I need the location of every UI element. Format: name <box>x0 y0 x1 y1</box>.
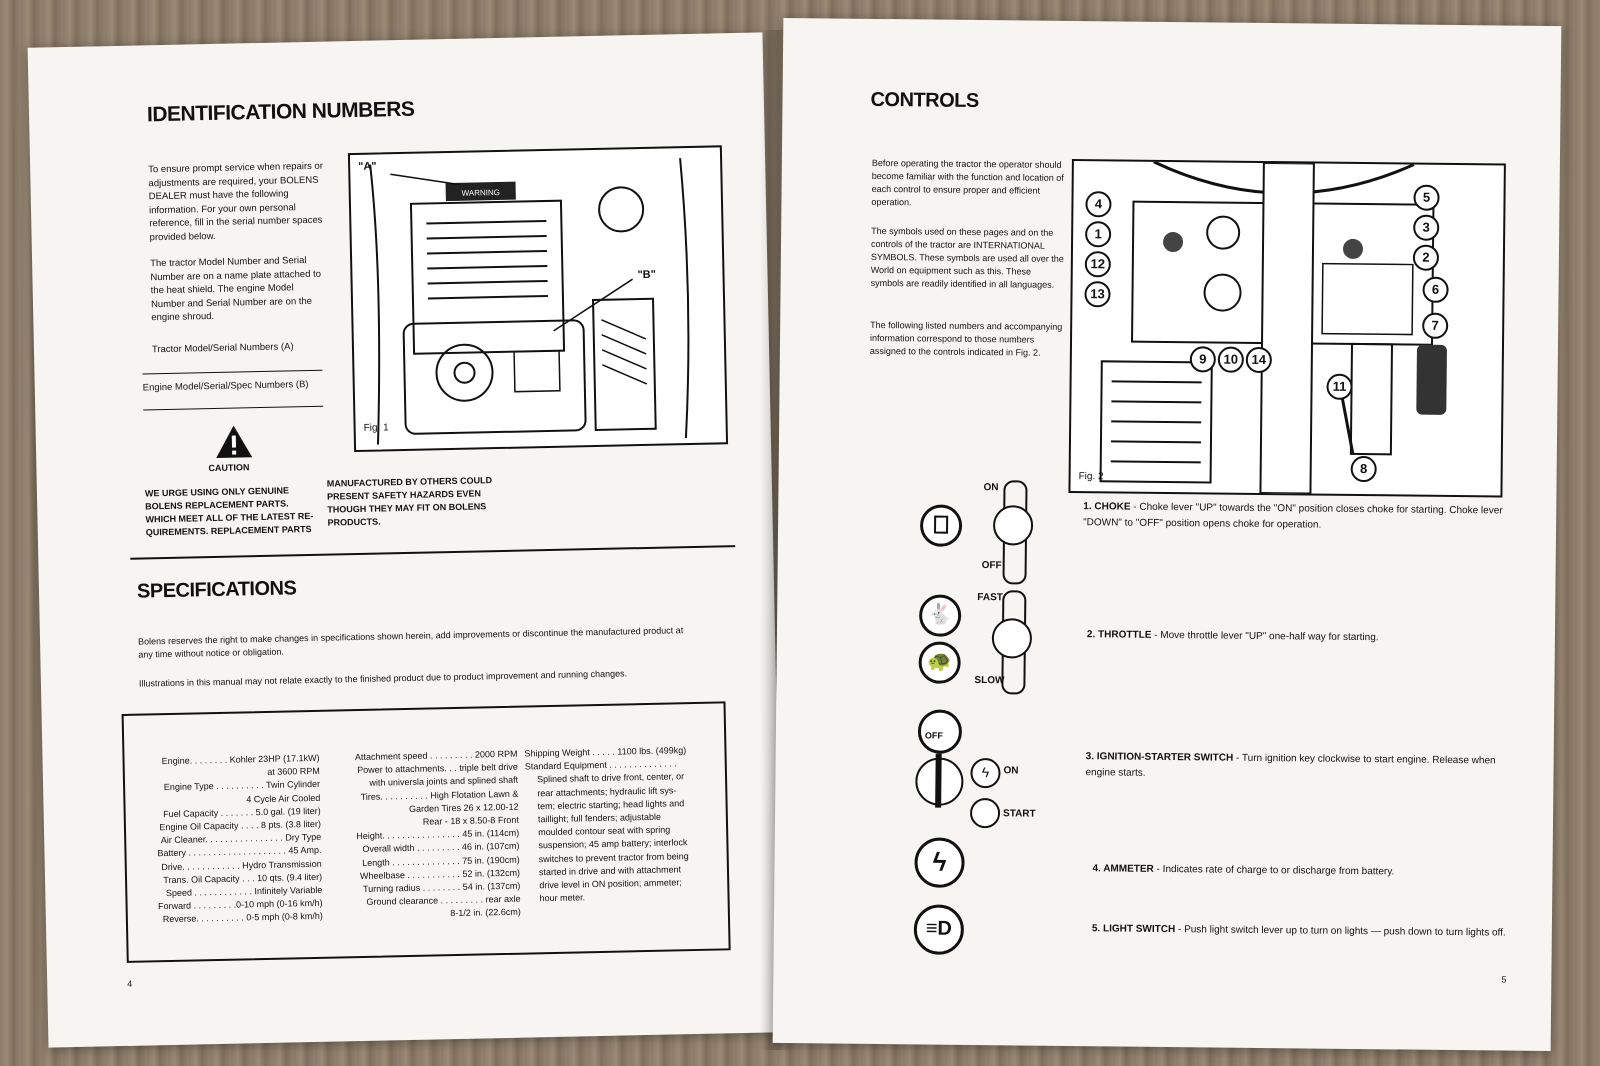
item-light-switch: 5. LIGHT SWITCH - Push light switch lever up to turn on lights — push down to turn lights off. <box>1091 923 1506 939</box>
svg-text:WARNING: WARNING <box>461 187 501 198</box>
headlight-icon: ≡D <box>914 904 965 955</box>
item-choke: 1. CHOKE - Choke lever "UP" towards the "ON" position closes choke for starting. Choke lever "DOWN" to "OFF" position opens choke for operation. <box>1083 501 1503 531</box>
ammeter-bolt-icon: ϟ <box>914 837 965 888</box>
spec-paragraph-2: Illustrations in this manual may not relate exactly to the finished product due to product improvement and running changes. <box>138 668 628 689</box>
identification-title: IDENTIFICATION NUMBERS <box>146 97 415 127</box>
callout-2: 2 <box>1413 245 1439 271</box>
left-page <box>28 32 784 1047</box>
callout-b: "B" <box>637 268 656 282</box>
throttle-slow-label: SLOW <box>974 674 1005 687</box>
controls-title: CONTROLS <box>870 88 979 113</box>
right-page <box>773 18 1562 1051</box>
fig1-engine-illustration <box>348 145 728 452</box>
callout-6: 6 <box>1422 277 1448 303</box>
caution-label: CAUTION <box>208 462 250 474</box>
item-throttle: 2. THROTTLE - Move throttle lever "UP" one-half way for starting. <box>1086 629 1379 644</box>
callout-14: 14 <box>1246 347 1272 373</box>
key-start-icon <box>970 798 1000 828</box>
fig2-dashboard-illustration <box>1068 159 1505 498</box>
choke-knob-icon <box>993 505 1033 545</box>
engine-drawing <box>350 147 726 450</box>
callout-11: 11 <box>1326 374 1352 400</box>
callout-4: 4 <box>1085 191 1111 217</box>
controls-paragraph-2: The symbols used on these pages and on the controls of the tractor are INTERNATIONAL SYMBOLS. These symbols are used all over the World on equipment such as this. These symbols are readily identified in all languages. <box>870 225 1064 290</box>
key-on-label: ON <box>1003 765 1019 777</box>
callout-13: 13 <box>1084 281 1110 307</box>
choke-off-label: OFF <box>981 560 1002 572</box>
specs-column-2: Attachment speed . . . . . . . . . 2000 RPM Power to attachments. . . triple belt drive with universla joints and splined shaft Tires. . . . . . . . . . High Flotation Lawn & Garden Tires 26 x 12.00-12 Rear - 18 x 8.50-8 Front Height. . . . . . . . . . . . . . . . 45 in. (114cm) Overall width . . . . . . . . . 46 in. (107cm) Length . . . . . . . . . . . . . . 75 in. (190cm) Wheelbase . . . . . . . . . . . 52 in. (132cm) Turning radius . . . . . . . . 54 in. (137cm) Ground clearance . . . . . . . . . rear axle 8-1/2 in. (22.6cm) <box>354 748 521 919</box>
item-ammeter: 4. AMMETER - Indicates rate of charge to or discharge from battery. <box>1092 863 1395 878</box>
specs-column-3: Shipping Weight . . . . . 1100 lbs. (499kg) Standard Equipment . . . . . . . . . . . . . . Splined shaft to drive front, center, or rear attachments; hydraulic lift sys- tem; electric starting; head lights and taillight; full fenders; adjustable moulded contour seat with spring suspension; 45 amp battery; interlock switches to prevent tractor from being started in drive and with attachment drive level in ON position; ammeter; hour meter. <box>524 745 689 904</box>
id-paragraph-1: To ensure prompt service when repairs or adjustments are required, your BOLENS DEALER must have the following information. For your own personal reference, fill in the serial number spaces provided below. <box>148 160 324 243</box>
page-number-right: 5 <box>1501 974 1507 985</box>
specs-column-1: Engine. . . . . . . . Kohler 23HP (17.1kW) at 3600 RPM Engine Type . . . . . . . . . . Twin Cylinder 4 Cycle Air Cooled Fuel Capacity . . . . . . . 5.0 gal. (19 liter) Engine Oil Capacity . . . . 8 pts. (3.8 liter) Air Cleaner. . . . . . . . . . . . . . . . Dry Type Battery . . . . . . . . . . . . . . . . . . . . 45 Amp. Drive. . . . . . . . . . . . Hydro Transmission Trans. Oil Capacity . . . 10 qts. (9.4 liter) Speed . . . . . . . . . . . . Infinitely Variable Forward . . . . . . . . .0-10 mph (0-16 km/h) Reverse. . . . . . . . . . 0-5 mph (0-8 km/h) <box>157 752 323 925</box>
specs-table-box <box>122 701 731 963</box>
controls-paragraph-3: The following listed numbers and accompanying information correspond to those numbers assigned to the controls indicated in Fig. 2. <box>869 319 1063 358</box>
callout-5: 5 <box>1413 185 1439 211</box>
throttle-fast-label: FAST <box>977 592 1003 604</box>
controls-paragraph-1: Before operating the tractor the operator should become familiar with the function and location of each control to ensure proper and efficient operation. <box>871 157 1064 208</box>
section-divider <box>130 545 735 560</box>
ignition-switch-icon <box>915 757 964 806</box>
engine-serial-line <box>143 406 323 411</box>
key-off-icon: OFF <box>918 709 962 753</box>
item-ignition: 3. IGNITION-STARTER SWITCH - Turn ignition key clockwise to start engine. Release when engine starts. <box>1085 751 1496 779</box>
rabbit-fast-icon: 🐇 <box>919 594 961 636</box>
callout-1: 1 <box>1085 221 1111 247</box>
tractor-serial-label: Tractor Model/Serial Numbers (A) <box>151 341 294 356</box>
choke-on-label: ON <box>983 482 999 494</box>
specifications-title: SPECIFICATIONS <box>136 577 297 603</box>
engine-serial-label: Engine Model/Serial/Spec Numbers (B) <box>142 378 309 394</box>
page-number-left: 4 <box>127 978 133 989</box>
throttle-knob-icon <box>992 618 1032 658</box>
key-on-bolt-icon: ϟ <box>970 758 1000 788</box>
caution-text-left: WE URGE USING ONLY GENUINE BOLENS REPLACEMENT PARTS. WHICH MEET ALL OF THE LATEST RE- QUIREMENTS. REPLACEMENT PARTS <box>144 485 314 538</box>
id-paragraph-2: The tractor Model Number and Serial Number are on a name plate attached to the heat shield. The engine Model Number and Serial Number are on the engine shroud. <box>150 255 322 324</box>
callout-10: 10 <box>1218 347 1244 373</box>
turtle-slow-icon: 🐢 <box>918 641 960 683</box>
caution-triangle-icon <box>214 423 255 460</box>
caution-text-right: MANUFACTURED BY OTHERS COULD PRESENT SAFETY HAZARDS EVEN THOUGH THEY MAY FIT ON BOLENS PRODUCTS. <box>326 475 493 528</box>
callout-12: 12 <box>1085 251 1111 277</box>
callout-7: 7 <box>1422 313 1448 339</box>
tractor-serial-line <box>142 370 322 375</box>
callout-3: 3 <box>1413 215 1439 241</box>
choke-symbol-icon <box>920 504 962 546</box>
fig2-label: Fig. 2 <box>1078 471 1104 483</box>
key-start-label: START <box>1003 808 1036 820</box>
callout-a: "A" <box>358 160 377 173</box>
fig1-label: Fig. 1 <box>363 422 389 434</box>
callout-9: 9 <box>1190 346 1216 372</box>
spec-paragraph-1: Bolens reserves the right to make changes in specifications shown herein, add improvements or discontinue the manufactured product at any time without notice or obligation. <box>137 625 684 660</box>
callout-8: 8 <box>1351 456 1377 482</box>
